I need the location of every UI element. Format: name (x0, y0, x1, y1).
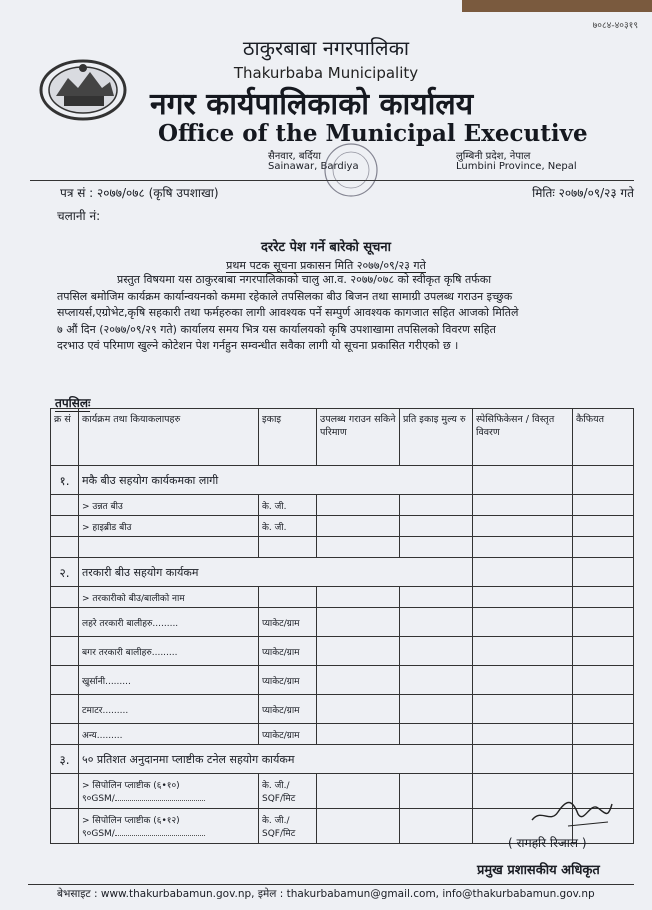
table-cell (473, 724, 573, 745)
table-cell (400, 666, 473, 695)
table-label: तपसिलः (55, 396, 91, 410)
table-cell (473, 695, 573, 724)
item-name-cell (79, 809, 259, 844)
notice-title: दररेट पेश गर्ने बारेको सूचना (260, 240, 392, 255)
table-cell (317, 724, 400, 745)
table-row (51, 666, 634, 695)
table-cell (573, 666, 634, 695)
notice-line: ७ औं दिन (२०७७/०९/२९ गते) कार्यालय समय भित्र यस कार्यालयको कृषि उपशाखामा तपसिलको विवरण सहित (57, 322, 496, 336)
province-en: Lumbini Province, Nepal (456, 161, 577, 172)
table-cell (573, 466, 634, 495)
table-cell (51, 724, 79, 745)
location-en: Sainawar, Bardiya (268, 161, 359, 172)
item-gsm: ९०GSM/ (82, 794, 115, 804)
item-unit (259, 587, 317, 608)
table-cell (400, 695, 473, 724)
table-cell (259, 537, 317, 558)
reference-code: ७०८४-४०३१९ (592, 21, 638, 31)
section-title: तरकारी बीउ सहयोग कार्यकम (79, 558, 473, 587)
table-row (51, 537, 634, 558)
table-cell (51, 587, 79, 608)
signer-designation: प्रमुख प्रशासकीय अधिकृत (477, 863, 600, 878)
table-cell (400, 495, 473, 516)
table-cell (317, 608, 400, 637)
item-unit: प्याकेट/ग्राम (259, 608, 317, 637)
notice-subtitle (0, 258, 652, 273)
table-row (51, 724, 634, 745)
table-row (51, 587, 634, 608)
table-cell (400, 637, 473, 666)
notice-body (57, 272, 627, 355)
table-cell (51, 637, 79, 666)
table-cell (317, 495, 400, 516)
municipality-name-en: Thakurbaba Municipality (233, 64, 419, 82)
table-row (51, 516, 634, 537)
table-cell (400, 809, 473, 844)
table-cell (51, 809, 79, 844)
table-cell (573, 537, 634, 558)
table-cell (51, 516, 79, 537)
table-cell (473, 666, 573, 695)
table-cell (473, 558, 573, 587)
item-unit-cell (259, 809, 317, 844)
items-table (50, 408, 634, 844)
table-row (51, 495, 634, 516)
item-gsm: ९०GSM/ (82, 829, 115, 839)
notice-subtitle-text: प्रथम पटक सूचना प्रकासन मिति २०७७/०९/२३ गते (226, 259, 426, 272)
item-unit: प्याकेट/ग्राम (259, 695, 317, 724)
table-cell (473, 537, 573, 558)
notice-line: प्रस्तुत विषयमा यस ठाकुरबाबा नगरपालिकाको चालु आ.व. २०७७/०७८ को स्वीकृत कृषि तर्फका (117, 273, 492, 286)
table-cell (473, 495, 573, 516)
table-cell (51, 608, 79, 637)
table-cell (51, 537, 79, 558)
notice-line: सप्लायर्स,एग्रोभेट,कृषि सहकारी तथा फर्महरुका लागी आवश्यक पर्ने सम्पुर्ण आवश्यक कागजात सहित आजको मितिले (57, 306, 519, 319)
table-cell (51, 774, 79, 809)
table-cell (400, 537, 473, 558)
item-name: > हाइब्रीड बीउ (79, 516, 259, 537)
notice-line: तपसिल बमोजिम कार्यक्रम कार्यान्वयनको कममा रहेकाले तपसिलका बीउ बिजन तथा सामाग्री उपलब्ध गराउन इच्छुक (57, 289, 513, 303)
table-cell (317, 587, 400, 608)
signer-name: ( रामहरि रिजाल ) (508, 836, 587, 850)
item-name: > सिपोलिन प्लाष्टीक (६•१०) (82, 781, 180, 791)
section-number: ३. (51, 745, 79, 774)
col-header-spec: स्पेसिफिकेसन / विस्तृत विवरण (473, 409, 573, 466)
item-unit-cont: SQF/मिट (262, 794, 296, 804)
fill-line (115, 800, 205, 801)
table-cell (51, 695, 79, 724)
table-cell (317, 516, 400, 537)
table-cell (573, 695, 634, 724)
table-cell (573, 495, 634, 516)
item-unit: प्याकेट/ग्राम (259, 666, 317, 695)
notice-line: दरभाउ एवं परिमाण खुल्ने कोटेशन पेश गर्नहुन सम्वन्धीत सवैका लागी यो सूचना प्रकासित गरीएको छ । (57, 339, 459, 352)
table-cell (473, 587, 573, 608)
table-cell (400, 608, 473, 637)
item-name-cont (82, 826, 255, 839)
item-unit-cont: SQF/मिट (262, 829, 296, 839)
item-name: > तरकारीको बीउ/बालीको नाम (79, 587, 259, 608)
table-cell (473, 466, 573, 495)
col-header-remarks: कैफियत (573, 409, 634, 466)
table-cell (79, 537, 259, 558)
fill-line (115, 835, 205, 836)
table-row (51, 608, 634, 637)
item-unit: के. जी./ (262, 781, 290, 791)
table-cell (317, 537, 400, 558)
item-name: अन्य......... (79, 724, 259, 745)
table-cell (573, 608, 634, 637)
item-name: बगर तरकारी बालीहरु......... (79, 637, 259, 666)
item-unit: प्याकेट/ग्राम (259, 637, 317, 666)
table-cell (317, 666, 400, 695)
item-name: टमाटर......... (79, 695, 259, 724)
table-cell (573, 558, 634, 587)
col-header-program: कार्यक्रम तथा कियाकलापहरु (79, 409, 259, 466)
table-cell (473, 516, 573, 537)
table-cell (51, 495, 79, 516)
table-cell (51, 666, 79, 695)
header-divider (30, 180, 634, 181)
col-header-sn: क्र सं (51, 409, 79, 466)
table-cell (573, 724, 634, 745)
section-title: ५० प्रतिशत अनुदानमा प्लाष्टीक टनेल सहयोग कार्यकम (79, 745, 473, 774)
table-cell (473, 608, 573, 637)
background-corner (462, 0, 652, 12)
item-unit: प्याकेट/ग्राम (259, 724, 317, 745)
col-header-quantity: उपलब्ध गराउन सकिने परिमाण (317, 409, 400, 466)
item-name: लहरे तरकारी बालीहरु......... (79, 608, 259, 637)
table-cell (400, 774, 473, 809)
table-cell (573, 587, 634, 608)
section-number: २. (51, 558, 79, 587)
office-name-np: नगर कार्यपालिकाको कार्यालय (150, 87, 474, 122)
letter-number: पत्र सं : २०७७/०७८ (कृषि उपशाखा) (60, 186, 219, 200)
item-unit-cell (259, 774, 317, 809)
table-cell (400, 587, 473, 608)
section-title: मकै बीउ सहयोग कार्यकमका लागी (79, 466, 473, 495)
item-unit: के. जी. (259, 495, 317, 516)
item-name-cell (79, 774, 259, 809)
province-np: लुम्बिनी प्रदेश, नेपाल (456, 151, 531, 162)
table-cell (573, 637, 634, 666)
table-cell (573, 745, 634, 774)
section-number: १. (51, 466, 79, 495)
item-name: > सिपोलिन प्लाष्टीक (६•१२) (82, 816, 180, 826)
office-stamp-icon (322, 140, 380, 200)
signature-icon (528, 790, 616, 830)
table-cell (573, 516, 634, 537)
municipality-name-np: ठाकुरबाबा नगरपालिका (242, 36, 410, 60)
footer-divider (28, 884, 634, 885)
footer-contact: बेभसाइट : www.thakurbabamun.gov.np, इमेल : thakurbabamun@gmail.com, info@thakurbabamun.gov.np (57, 888, 595, 900)
table-cell (473, 637, 573, 666)
item-unit: के. जी. (259, 516, 317, 537)
table-cell (400, 724, 473, 745)
table-cell (317, 637, 400, 666)
table-cell (317, 774, 400, 809)
table-cell (400, 516, 473, 537)
item-name: खुर्सानी......... (79, 666, 259, 695)
item-unit: के. जी./ (262, 816, 290, 826)
table-row (51, 695, 634, 724)
dispatch-number: चलानी नं: (57, 209, 101, 223)
table-cell (317, 695, 400, 724)
item-name: > उन्नत बीउ (79, 495, 259, 516)
table-cell (317, 809, 400, 844)
item-name-cont (82, 791, 255, 804)
location-np: सैनवार, बर्दिया (268, 151, 321, 162)
table-cell (473, 745, 573, 774)
table-row (51, 637, 634, 666)
office-name-en: Office of the Municipal Executive (158, 120, 588, 147)
letter-date: मितिः २०७७/०९/२३ गते (532, 186, 634, 200)
col-header-rate: प्रति इकाइ मुल्य रु (400, 409, 473, 466)
col-header-unit: इकाइ (259, 409, 317, 466)
